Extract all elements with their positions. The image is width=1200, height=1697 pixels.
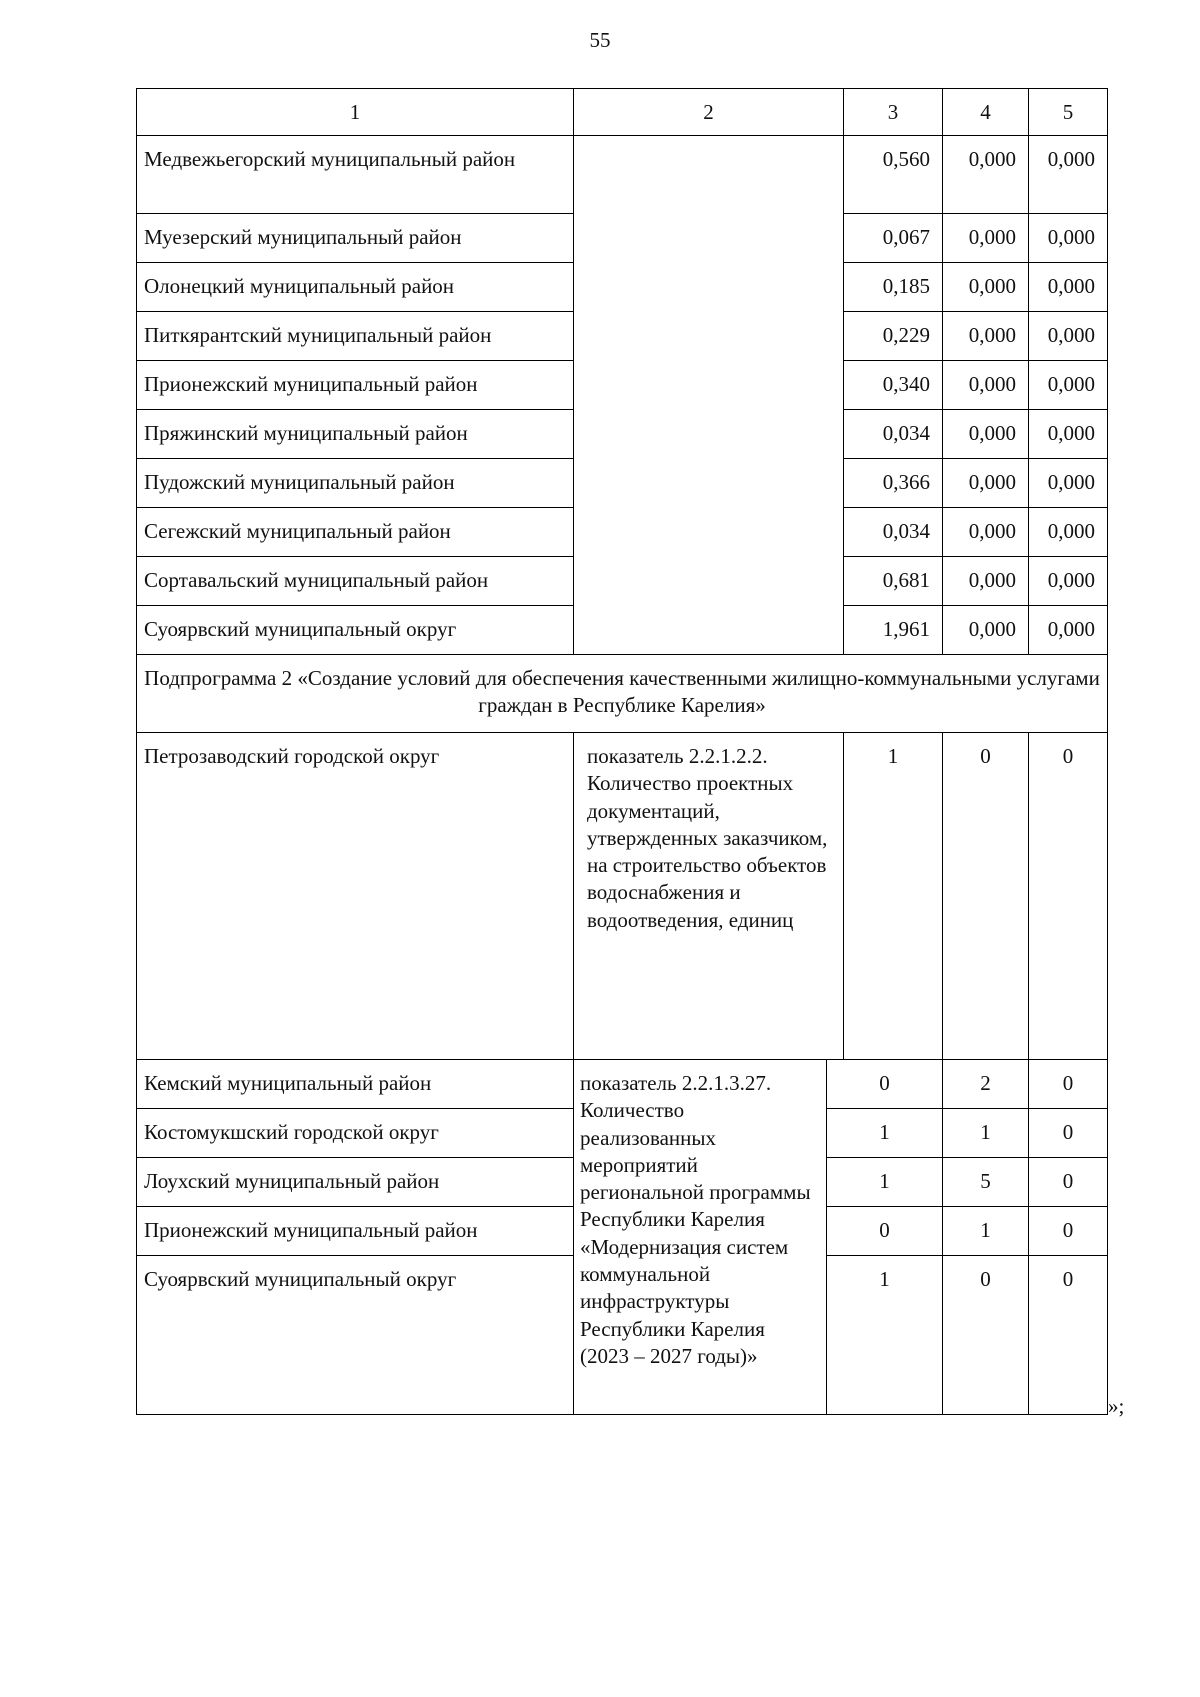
header-cell: 1: [137, 89, 574, 136]
value-cell: 0,366: [844, 459, 943, 508]
header-cell: 2: [574, 89, 844, 136]
header-cell: 4: [943, 89, 1029, 136]
table-row: [137, 1060, 1108, 1109]
value-cell: 0,000: [1029, 606, 1108, 655]
value-cell: 1: [827, 1158, 943, 1207]
value-cell: 0: [827, 1207, 943, 1256]
district-name: Прионежский муниципальный район: [137, 1207, 574, 1256]
district-name: Сортавальский муниципальный район: [137, 557, 574, 606]
value-cell: 0,000: [943, 263, 1029, 312]
header-cell: 3: [844, 89, 943, 136]
value-cell: 0,000: [1029, 508, 1108, 557]
value-cell: 2: [943, 1060, 1029, 1109]
header-cell: 5: [1029, 89, 1108, 136]
value-cell: 0,000: [1029, 410, 1108, 459]
value-cell: 0: [943, 733, 1029, 1060]
value-cell: 0,229: [844, 312, 943, 361]
district-name: Прионежский муниципальный район: [137, 361, 574, 410]
value-cell: 0,000: [943, 361, 1029, 410]
district-name: Кемский муниципальный район: [137, 1060, 574, 1109]
value-cell: 0,560: [844, 136, 943, 214]
district-name: Пряжинский муниципальный район: [137, 410, 574, 459]
closing-quote: »;: [1108, 1394, 1125, 1418]
value-cell: 0: [1029, 1158, 1108, 1207]
value-cell: 0,067: [844, 214, 943, 263]
value-cell: 0,340: [844, 361, 943, 410]
value-cell: 0,000: [943, 410, 1029, 459]
value-cell: 1: [827, 1109, 943, 1158]
value-cell: 0,000: [943, 214, 1029, 263]
value-cell: 0: [1029, 1207, 1108, 1256]
value-cell: 0,000: [943, 136, 1029, 214]
table-row: [137, 136, 1108, 214]
district-name: Пудожский муниципальный район: [137, 459, 574, 508]
district-name: Муезерский муниципальный район: [137, 214, 574, 263]
district-name: Сегежский муниципальный район: [137, 508, 574, 557]
value-cell: 0,681: [844, 557, 943, 606]
value-cell: 0,000: [1029, 312, 1108, 361]
indicator-description: показатель 2.2.1.2.2. Количество проектных документаций, утвержденных заказчиком, на строительство объектов водоснабжения и водоотведения, единиц: [574, 733, 844, 1060]
value-cell: 0: [1029, 1060, 1108, 1109]
value-cell: 1: [827, 1256, 943, 1415]
value-cell: 0: [827, 1060, 943, 1109]
data-table: [136, 88, 1108, 1415]
table-row: [137, 733, 1108, 1060]
district-name: Лоухский муниципальный район: [137, 1158, 574, 1207]
value-cell: 0: [1029, 1109, 1108, 1158]
value-cell: 0,034: [844, 410, 943, 459]
value-cell: 0: [1029, 1256, 1108, 1415]
district-name: Олонецкий муниципальный район: [137, 263, 574, 312]
subprogram-title: Подпрограмма 2 «Создание условий для обеспечения качественными жилищно-коммунальными услугами граждан в Республике Карелия»: [137, 655, 1108, 733]
value-cell: 0: [943, 1256, 1029, 1415]
value-cell: 0,000: [1029, 459, 1108, 508]
district-name: Суоярвский муниципальный округ: [137, 1256, 574, 1415]
empty-indicator-cell: [574, 136, 844, 655]
subprogram-row: [137, 655, 1108, 733]
value-cell: 0,000: [1029, 214, 1108, 263]
value-cell: 0,034: [844, 508, 943, 557]
value-cell: 0,000: [943, 557, 1029, 606]
value-cell: 0,000: [943, 312, 1029, 361]
value-cell: 1: [943, 1207, 1029, 1256]
district-name: Петрозаводский городской округ: [137, 733, 574, 1060]
district-name: Суоярвский муниципальный округ: [137, 606, 574, 655]
district-name: Медвежьегорский муниципальный район: [137, 136, 574, 214]
value-cell: 0,000: [943, 508, 1029, 557]
page-number: 55: [589, 28, 611, 52]
value-cell: 0,185: [844, 263, 943, 312]
header-row: [137, 89, 1108, 136]
district-name: Питкярантский муниципальный район: [137, 312, 574, 361]
district-name: Костомукшский городской округ: [137, 1109, 574, 1158]
value-cell: 0,000: [1029, 361, 1108, 410]
value-cell: 0,000: [1029, 263, 1108, 312]
value-cell: 1: [844, 733, 943, 1060]
value-cell: 1: [943, 1109, 1029, 1158]
value-cell: 0: [1029, 733, 1108, 1060]
value-cell: 0,000: [943, 459, 1029, 508]
value-cell: 1,961: [844, 606, 943, 655]
value-cell: 5: [943, 1158, 1029, 1207]
value-cell: 0,000: [943, 606, 1029, 655]
indicator-description: показатель 2.2.1.3.27. Количество реализованных мероприятий региональной программы Республики Карелия «Модернизация систем коммунальной инфраструктуры Республики Карелия (2023 – 2027 годы)»: [574, 1060, 827, 1415]
value-cell: 0,000: [1029, 136, 1108, 214]
value-cell: 0,000: [1029, 557, 1108, 606]
